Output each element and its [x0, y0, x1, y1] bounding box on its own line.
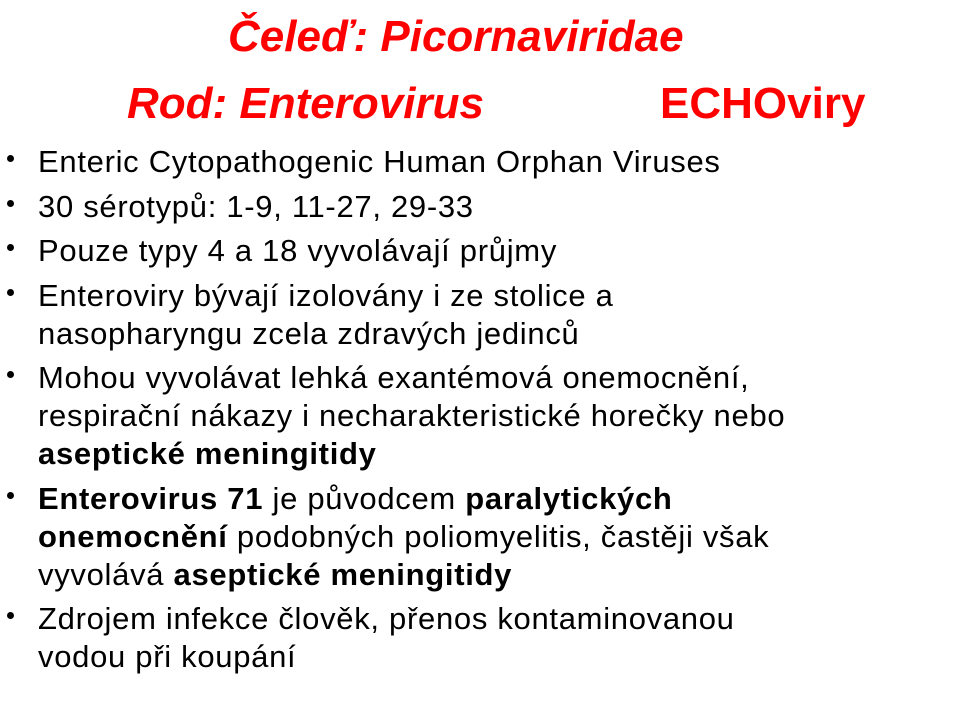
title-group-name: ECHOviry	[660, 79, 866, 128]
bullet-line	[38, 600, 960, 638]
bullet-text-bold: paralytických	[465, 480, 673, 516]
bullet-text: Zdrojem infekce člověk, přenos kontaminovanou	[38, 601, 735, 636]
bullet-item	[0, 277, 960, 353]
bullet-line	[38, 435, 960, 473]
bullet-text-bold: aseptické meningitidy	[173, 556, 513, 592]
bullet-dot-icon	[7, 371, 14, 378]
bullet-line	[38, 188, 960, 226]
bullet-item	[0, 188, 960, 226]
bullet-text-bold: Enterovirus 71	[38, 480, 264, 516]
bullet-item	[0, 359, 960, 473]
bullet-dot-icon	[7, 289, 14, 296]
bullet-line	[38, 556, 960, 594]
bullet-text: vodou při koupání	[38, 639, 297, 674]
bullet-item	[0, 143, 960, 181]
bullet-text: Pouze typy 4 a 18 vyvolávají průjmy	[38, 233, 558, 268]
bullet-line	[38, 232, 960, 270]
bullet-item	[0, 232, 960, 270]
bullet-text: je původcem	[263, 480, 466, 516]
bullet-dot-icon	[7, 155, 14, 162]
title-genus-line: Rod: Enterovirus	[127, 79, 484, 128]
bullet-line	[38, 277, 960, 315]
bullet-line	[38, 315, 960, 353]
bullet-line	[38, 397, 960, 435]
bullet-text: Enteroviry bývají izolovány i ze stolice a	[38, 277, 614, 313]
bullet-text: vyvolává	[38, 556, 174, 592]
bullet-text: podobných poliomyelitis, častěji však	[227, 518, 770, 554]
bullet-dot-icon	[7, 492, 14, 499]
bullet-line	[38, 638, 960, 676]
bullet-dot-icon	[7, 244, 14, 251]
bullet-text-bold: onemocnění	[38, 518, 228, 554]
bullet-text: 30 sérotypů: 1-9, 11-27, 29-33	[38, 188, 474, 224]
bullet-item	[0, 480, 960, 594]
bullet-text: Mohou vyvolávat lehká exantémová onemocnění,	[38, 360, 750, 395]
bullet-line	[38, 518, 960, 556]
bullet-line	[38, 480, 960, 518]
bullet-line	[38, 359, 960, 397]
bullet-text: respirační nákazy i necharakteristické horečky nebo	[38, 398, 786, 433]
bullet-line	[38, 143, 960, 181]
bullet-text-bold: aseptické meningitidy	[38, 436, 377, 471]
title-family-line: Čeleď: Picornaviridae	[228, 12, 684, 61]
bullet-text: nasopharyngu zcela zdravých jedinců	[38, 315, 580, 351]
bullet-list	[0, 143, 960, 683]
bullet-dot-icon	[7, 612, 14, 619]
bullet-text: Enteric Cytopathogenic Human Orphan Viruses	[38, 144, 721, 179]
bullet-dot-icon	[7, 200, 14, 207]
bullet-item	[0, 600, 960, 676]
